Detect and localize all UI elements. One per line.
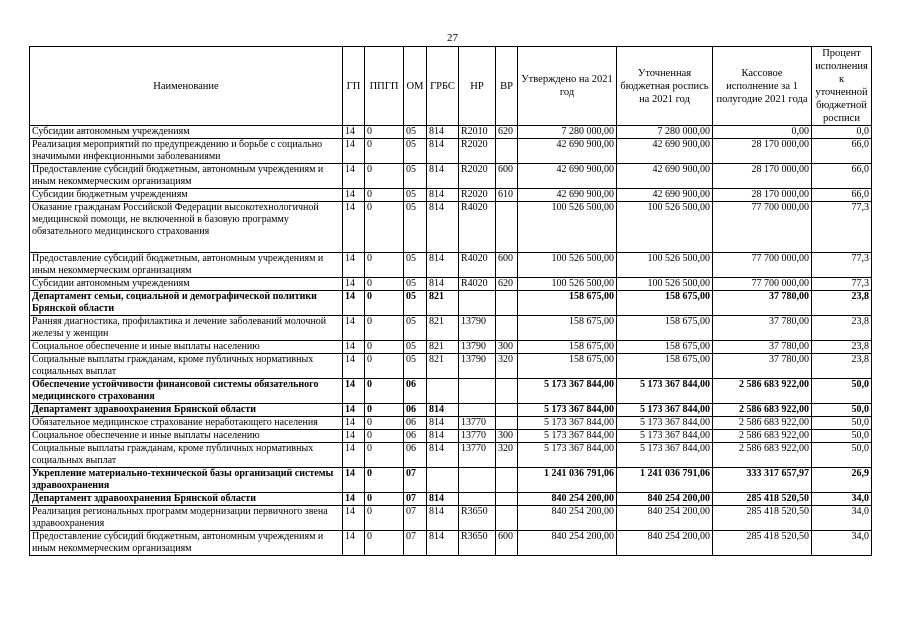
row-refined: 42 690 900,00 bbox=[617, 189, 713, 202]
row-name: Предоставление субсидий бюджетным, автономным учреждениям и иным некоммерческим организациям bbox=[30, 253, 343, 278]
row-nr: 13770 bbox=[459, 417, 496, 430]
row-ppgp: 0 bbox=[365, 430, 404, 443]
row-ppgp: 0 bbox=[365, 278, 404, 291]
header-ppgp: ППГП bbox=[365, 47, 404, 126]
row-name: Социальные выплаты гражданам, кроме публичных нормативных социальных выплат bbox=[30, 443, 343, 468]
header-grbs: ГРБС bbox=[427, 47, 459, 126]
row-om: 07 bbox=[404, 493, 427, 506]
row-cash: 333 317 657,97 bbox=[713, 468, 812, 493]
row-vr: 610 bbox=[496, 189, 518, 202]
row-vr: 600 bbox=[496, 164, 518, 189]
row-percent: 23,8 bbox=[812, 341, 872, 354]
row-grbs: 814 bbox=[427, 126, 459, 139]
row-percent: 50,0 bbox=[812, 379, 872, 404]
row-om: 06 bbox=[404, 404, 427, 417]
row-gp: 14 bbox=[343, 126, 365, 139]
row-approved: 158 675,00 bbox=[518, 354, 617, 379]
row-refined: 5 173 367 844,00 bbox=[617, 443, 713, 468]
row-approved: 158 675,00 bbox=[518, 316, 617, 341]
row-ppgp: 0 bbox=[365, 354, 404, 379]
row-grbs: 814 bbox=[427, 531, 459, 556]
row-ppgp: 0 bbox=[365, 404, 404, 417]
row-nr: R4020 bbox=[459, 202, 496, 253]
row-cash: 37 780,00 bbox=[713, 354, 812, 379]
row-grbs: 814 bbox=[427, 202, 459, 253]
row-refined: 1 241 036 791,06 bbox=[617, 468, 713, 493]
row-vr bbox=[496, 506, 518, 531]
row-grbs: 814 bbox=[427, 417, 459, 430]
row-ppgp: 0 bbox=[365, 417, 404, 430]
row-cash: 37 780,00 bbox=[713, 341, 812, 354]
row-ppgp: 0 bbox=[365, 443, 404, 468]
row-refined: 158 675,00 bbox=[617, 291, 713, 316]
row-approved: 5 173 367 844,00 bbox=[518, 379, 617, 404]
row-approved: 42 690 900,00 bbox=[518, 139, 617, 164]
row-cash: 28 170 000,00 bbox=[713, 164, 812, 189]
table-row bbox=[30, 126, 872, 139]
row-cash: 2 586 683 922,00 bbox=[713, 430, 812, 443]
row-grbs: 814 bbox=[427, 139, 459, 164]
row-gp: 14 bbox=[343, 253, 365, 278]
row-ppgp: 0 bbox=[365, 379, 404, 404]
row-cash: 37 780,00 bbox=[713, 316, 812, 341]
row-approved: 42 690 900,00 bbox=[518, 189, 617, 202]
table-row bbox=[30, 291, 872, 316]
row-percent: 34,0 bbox=[812, 493, 872, 506]
row-name: Обязательное медицинское страхование неработающего населения bbox=[30, 417, 343, 430]
row-gp: 14 bbox=[343, 531, 365, 556]
row-vr: 320 bbox=[496, 443, 518, 468]
header-vr: ВР bbox=[496, 47, 518, 126]
row-gp: 14 bbox=[343, 202, 365, 253]
row-cash: 77 700 000,00 bbox=[713, 278, 812, 291]
row-nr bbox=[459, 493, 496, 506]
table-row bbox=[30, 354, 872, 379]
row-grbs: 814 bbox=[427, 443, 459, 468]
table-row bbox=[30, 202, 872, 253]
row-nr bbox=[459, 468, 496, 493]
table-row bbox=[30, 531, 872, 556]
row-nr bbox=[459, 291, 496, 316]
row-refined: 42 690 900,00 bbox=[617, 164, 713, 189]
row-vr bbox=[496, 139, 518, 164]
row-grbs: 821 bbox=[427, 341, 459, 354]
header-nr: НР bbox=[459, 47, 496, 126]
header-gp: ГП bbox=[343, 47, 365, 126]
row-refined: 5 173 367 844,00 bbox=[617, 417, 713, 430]
row-percent: 23,8 bbox=[812, 316, 872, 341]
row-nr bbox=[459, 379, 496, 404]
table-body bbox=[30, 126, 872, 556]
table-row bbox=[30, 164, 872, 189]
row-gp: 14 bbox=[343, 316, 365, 341]
row-grbs: 814 bbox=[427, 278, 459, 291]
row-percent: 77,3 bbox=[812, 202, 872, 253]
row-gp: 14 bbox=[343, 379, 365, 404]
row-approved: 158 675,00 bbox=[518, 341, 617, 354]
row-percent: 50,0 bbox=[812, 443, 872, 468]
row-cash: 77 700 000,00 bbox=[713, 253, 812, 278]
row-vr bbox=[496, 404, 518, 417]
table-row bbox=[30, 493, 872, 506]
row-ppgp: 0 bbox=[365, 139, 404, 164]
row-om: 05 bbox=[404, 189, 427, 202]
row-name: Предоставление субсидий бюджетным, автономным учреждениям и иным некоммерческим организациям bbox=[30, 531, 343, 556]
row-nr: R3650 bbox=[459, 506, 496, 531]
row-refined: 158 675,00 bbox=[617, 341, 713, 354]
row-gp: 14 bbox=[343, 189, 365, 202]
row-nr: R2020 bbox=[459, 139, 496, 164]
row-vr: 320 bbox=[496, 354, 518, 379]
row-vr bbox=[496, 291, 518, 316]
row-refined: 42 690 900,00 bbox=[617, 139, 713, 164]
row-name: Предоставление субсидий бюджетным, автономным учреждениям и иным некоммерческим организациям bbox=[30, 164, 343, 189]
row-cash: 28 170 000,00 bbox=[713, 189, 812, 202]
header-percent: Процент исполнения к уточненной бюджетной росписи bbox=[812, 47, 872, 126]
row-om: 05 bbox=[404, 291, 427, 316]
row-approved: 1 241 036 791,06 bbox=[518, 468, 617, 493]
row-vr: 620 bbox=[496, 278, 518, 291]
row-name: Ранняя диагностика, профилактика и лечение заболеваний молочной железы у женщин bbox=[30, 316, 343, 341]
row-ppgp: 0 bbox=[365, 341, 404, 354]
row-ppgp: 0 bbox=[365, 468, 404, 493]
row-om: 06 bbox=[404, 430, 427, 443]
row-vr bbox=[496, 417, 518, 430]
row-name: Субсидии бюджетным учреждениям bbox=[30, 189, 343, 202]
row-nr: 13790 bbox=[459, 341, 496, 354]
row-grbs: 814 bbox=[427, 430, 459, 443]
row-name: Социальные выплаты гражданам, кроме публичных нормативных социальных выплат bbox=[30, 354, 343, 379]
table-row bbox=[30, 278, 872, 291]
row-om: 05 bbox=[404, 202, 427, 253]
row-name: Департамент здравоохранения Брянской области bbox=[30, 493, 343, 506]
row-om: 05 bbox=[404, 316, 427, 341]
row-ppgp: 0 bbox=[365, 126, 404, 139]
row-refined: 840 254 200,00 bbox=[617, 493, 713, 506]
row-approved: 840 254 200,00 bbox=[518, 506, 617, 531]
row-percent: 77,3 bbox=[812, 278, 872, 291]
row-nr bbox=[459, 404, 496, 417]
row-gp: 14 bbox=[343, 430, 365, 443]
row-cash: 2 586 683 922,00 bbox=[713, 443, 812, 468]
row-grbs: 814 bbox=[427, 493, 459, 506]
row-vr: 600 bbox=[496, 531, 518, 556]
row-refined: 7 280 000,00 bbox=[617, 126, 713, 139]
row-approved: 100 526 500,00 bbox=[518, 253, 617, 278]
table-row bbox=[30, 253, 872, 278]
row-om: 07 bbox=[404, 531, 427, 556]
row-nr: 13790 bbox=[459, 316, 496, 341]
table-row bbox=[30, 468, 872, 493]
row-percent: 50,0 bbox=[812, 417, 872, 430]
row-gp: 14 bbox=[343, 443, 365, 468]
row-percent: 34,0 bbox=[812, 506, 872, 531]
row-name: Департамент здравоохранения Брянской области bbox=[30, 404, 343, 417]
header-name: Наименование bbox=[30, 47, 343, 126]
row-gp: 14 bbox=[343, 354, 365, 379]
row-name: Департамент семьи, социальной и демографической политики Брянской области bbox=[30, 291, 343, 316]
row-om: 05 bbox=[404, 253, 427, 278]
row-refined: 158 675,00 bbox=[617, 354, 713, 379]
table-row bbox=[30, 430, 872, 443]
row-gp: 14 bbox=[343, 468, 365, 493]
row-cash: 2 586 683 922,00 bbox=[713, 404, 812, 417]
row-grbs bbox=[427, 379, 459, 404]
row-refined: 158 675,00 bbox=[617, 316, 713, 341]
row-name: Социальное обеспечение и иные выплаты населению bbox=[30, 341, 343, 354]
row-gp: 14 bbox=[343, 278, 365, 291]
row-percent: 50,0 bbox=[812, 430, 872, 443]
row-grbs: 814 bbox=[427, 253, 459, 278]
table-row bbox=[30, 379, 872, 404]
row-percent: 66,0 bbox=[812, 164, 872, 189]
row-grbs: 814 bbox=[427, 164, 459, 189]
row-ppgp: 0 bbox=[365, 291, 404, 316]
row-cash: 2 586 683 922,00 bbox=[713, 417, 812, 430]
row-vr bbox=[496, 316, 518, 341]
row-percent: 66,0 bbox=[812, 189, 872, 202]
row-cash: 0,00 bbox=[713, 126, 812, 139]
row-ppgp: 0 bbox=[365, 493, 404, 506]
row-cash: 2 586 683 922,00 bbox=[713, 379, 812, 404]
row-approved: 840 254 200,00 bbox=[518, 531, 617, 556]
row-om: 05 bbox=[404, 139, 427, 164]
row-vr bbox=[496, 202, 518, 253]
row-ppgp: 0 bbox=[365, 164, 404, 189]
row-approved: 5 173 367 844,00 bbox=[518, 430, 617, 443]
header-approved: Утверждено на 2021 год bbox=[518, 47, 617, 126]
row-ppgp: 0 bbox=[365, 189, 404, 202]
row-vr bbox=[496, 468, 518, 493]
row-percent: 23,8 bbox=[812, 291, 872, 316]
row-cash: 285 418 520,50 bbox=[713, 493, 812, 506]
row-grbs: 814 bbox=[427, 404, 459, 417]
row-approved: 100 526 500,00 bbox=[518, 202, 617, 253]
row-refined: 100 526 500,00 bbox=[617, 202, 713, 253]
row-ppgp: 0 bbox=[365, 202, 404, 253]
row-percent: 50,0 bbox=[812, 404, 872, 417]
row-cash: 77 700 000,00 bbox=[713, 202, 812, 253]
table-row bbox=[30, 404, 872, 417]
row-grbs: 821 bbox=[427, 316, 459, 341]
row-refined: 840 254 200,00 bbox=[617, 506, 713, 531]
row-name: Оказание гражданам Российской Федерации высокотехнологичной медицинской помощи, не включенной в базовую программу обязательного медицинского страхования bbox=[30, 202, 343, 253]
row-gp: 14 bbox=[343, 506, 365, 531]
row-nr: R4020 bbox=[459, 253, 496, 278]
row-approved: 5 173 367 844,00 bbox=[518, 443, 617, 468]
row-om: 05 bbox=[404, 278, 427, 291]
row-nr: R2020 bbox=[459, 189, 496, 202]
row-gp: 14 bbox=[343, 291, 365, 316]
row-percent: 77,3 bbox=[812, 253, 872, 278]
row-cash: 285 418 520,50 bbox=[713, 531, 812, 556]
row-nr: 13770 bbox=[459, 443, 496, 468]
row-ppgp: 0 bbox=[365, 531, 404, 556]
row-vr: 300 bbox=[496, 430, 518, 443]
row-nr: R2020 bbox=[459, 164, 496, 189]
row-grbs: 814 bbox=[427, 189, 459, 202]
row-cash: 28 170 000,00 bbox=[713, 139, 812, 164]
row-grbs: 814 bbox=[427, 506, 459, 531]
row-approved: 840 254 200,00 bbox=[518, 493, 617, 506]
row-ppgp: 0 bbox=[365, 506, 404, 531]
row-vr bbox=[496, 379, 518, 404]
row-vr: 600 bbox=[496, 253, 518, 278]
row-vr: 620 bbox=[496, 126, 518, 139]
row-refined: 100 526 500,00 bbox=[617, 253, 713, 278]
row-nr: R4020 bbox=[459, 278, 496, 291]
row-ppgp: 0 bbox=[365, 253, 404, 278]
row-approved: 7 280 000,00 bbox=[518, 126, 617, 139]
row-name: Субсидии автономным учреждениям bbox=[30, 126, 343, 139]
row-name: Социальное обеспечение и иные выплаты населению bbox=[30, 430, 343, 443]
row-vr: 300 bbox=[496, 341, 518, 354]
row-name: Укрепление материально-технической базы организаций системы здравоохранения bbox=[30, 468, 343, 493]
row-approved: 5 173 367 844,00 bbox=[518, 404, 617, 417]
row-grbs: 821 bbox=[427, 291, 459, 316]
row-gp: 14 bbox=[343, 404, 365, 417]
row-percent: 34,0 bbox=[812, 531, 872, 556]
row-nr: 13790 bbox=[459, 354, 496, 379]
table-row bbox=[30, 417, 872, 430]
table-row bbox=[30, 341, 872, 354]
row-cash: 285 418 520,50 bbox=[713, 506, 812, 531]
header-refined: Уточненная бюджетная роспись на 2021 год bbox=[617, 47, 713, 126]
row-nr: 13770 bbox=[459, 430, 496, 443]
row-om: 07 bbox=[404, 506, 427, 531]
row-grbs bbox=[427, 468, 459, 493]
row-approved: 5 173 367 844,00 bbox=[518, 417, 617, 430]
table-row bbox=[30, 139, 872, 164]
row-name: Реализация региональных программ модернизации первичного звена здравоохранения bbox=[30, 506, 343, 531]
budget-table bbox=[29, 46, 872, 556]
row-percent: 23,8 bbox=[812, 354, 872, 379]
row-approved: 42 690 900,00 bbox=[518, 164, 617, 189]
row-percent: 26,9 bbox=[812, 468, 872, 493]
row-gp: 14 bbox=[343, 164, 365, 189]
table-row bbox=[30, 189, 872, 202]
table-row bbox=[30, 506, 872, 531]
table-row bbox=[30, 443, 872, 468]
row-grbs: 821 bbox=[427, 354, 459, 379]
row-approved: 158 675,00 bbox=[518, 291, 617, 316]
row-om: 07 bbox=[404, 468, 427, 493]
table-row bbox=[30, 316, 872, 341]
row-approved: 100 526 500,00 bbox=[518, 278, 617, 291]
row-cash: 37 780,00 bbox=[713, 291, 812, 316]
row-refined: 100 526 500,00 bbox=[617, 278, 713, 291]
row-refined: 5 173 367 844,00 bbox=[617, 404, 713, 417]
row-refined: 840 254 200,00 bbox=[617, 531, 713, 556]
row-om: 05 bbox=[404, 341, 427, 354]
row-gp: 14 bbox=[343, 139, 365, 164]
row-om: 05 bbox=[404, 354, 427, 379]
table-header bbox=[30, 47, 872, 126]
row-om: 06 bbox=[404, 443, 427, 468]
row-refined: 5 173 367 844,00 bbox=[617, 379, 713, 404]
row-vr bbox=[496, 493, 518, 506]
row-om: 05 bbox=[404, 164, 427, 189]
row-gp: 14 bbox=[343, 417, 365, 430]
row-name: Обеспечение устойчивости финансовой системы обязательного медицинского страхования bbox=[30, 379, 343, 404]
row-nr: R2010 bbox=[459, 126, 496, 139]
row-percent: 0,0 bbox=[812, 126, 872, 139]
row-om: 05 bbox=[404, 126, 427, 139]
row-nr: R3650 bbox=[459, 531, 496, 556]
row-gp: 14 bbox=[343, 493, 365, 506]
header-om: ОМ bbox=[404, 47, 427, 126]
row-om: 06 bbox=[404, 417, 427, 430]
row-ppgp: 0 bbox=[365, 316, 404, 341]
page-number: 27 bbox=[447, 32, 458, 44]
row-om: 06 bbox=[404, 379, 427, 404]
row-gp: 14 bbox=[343, 341, 365, 354]
row-percent: 66,0 bbox=[812, 139, 872, 164]
row-name: Реализация мероприятий по предупреждению и борьбе с социально значимыми инфекционными заболеваниями bbox=[30, 139, 343, 164]
header-cash: Кассовое исполнение за 1 полугодие 2021 года bbox=[713, 47, 812, 126]
row-name: Субсидии автономным учреждениям bbox=[30, 278, 343, 291]
row-refined: 5 173 367 844,00 bbox=[617, 430, 713, 443]
